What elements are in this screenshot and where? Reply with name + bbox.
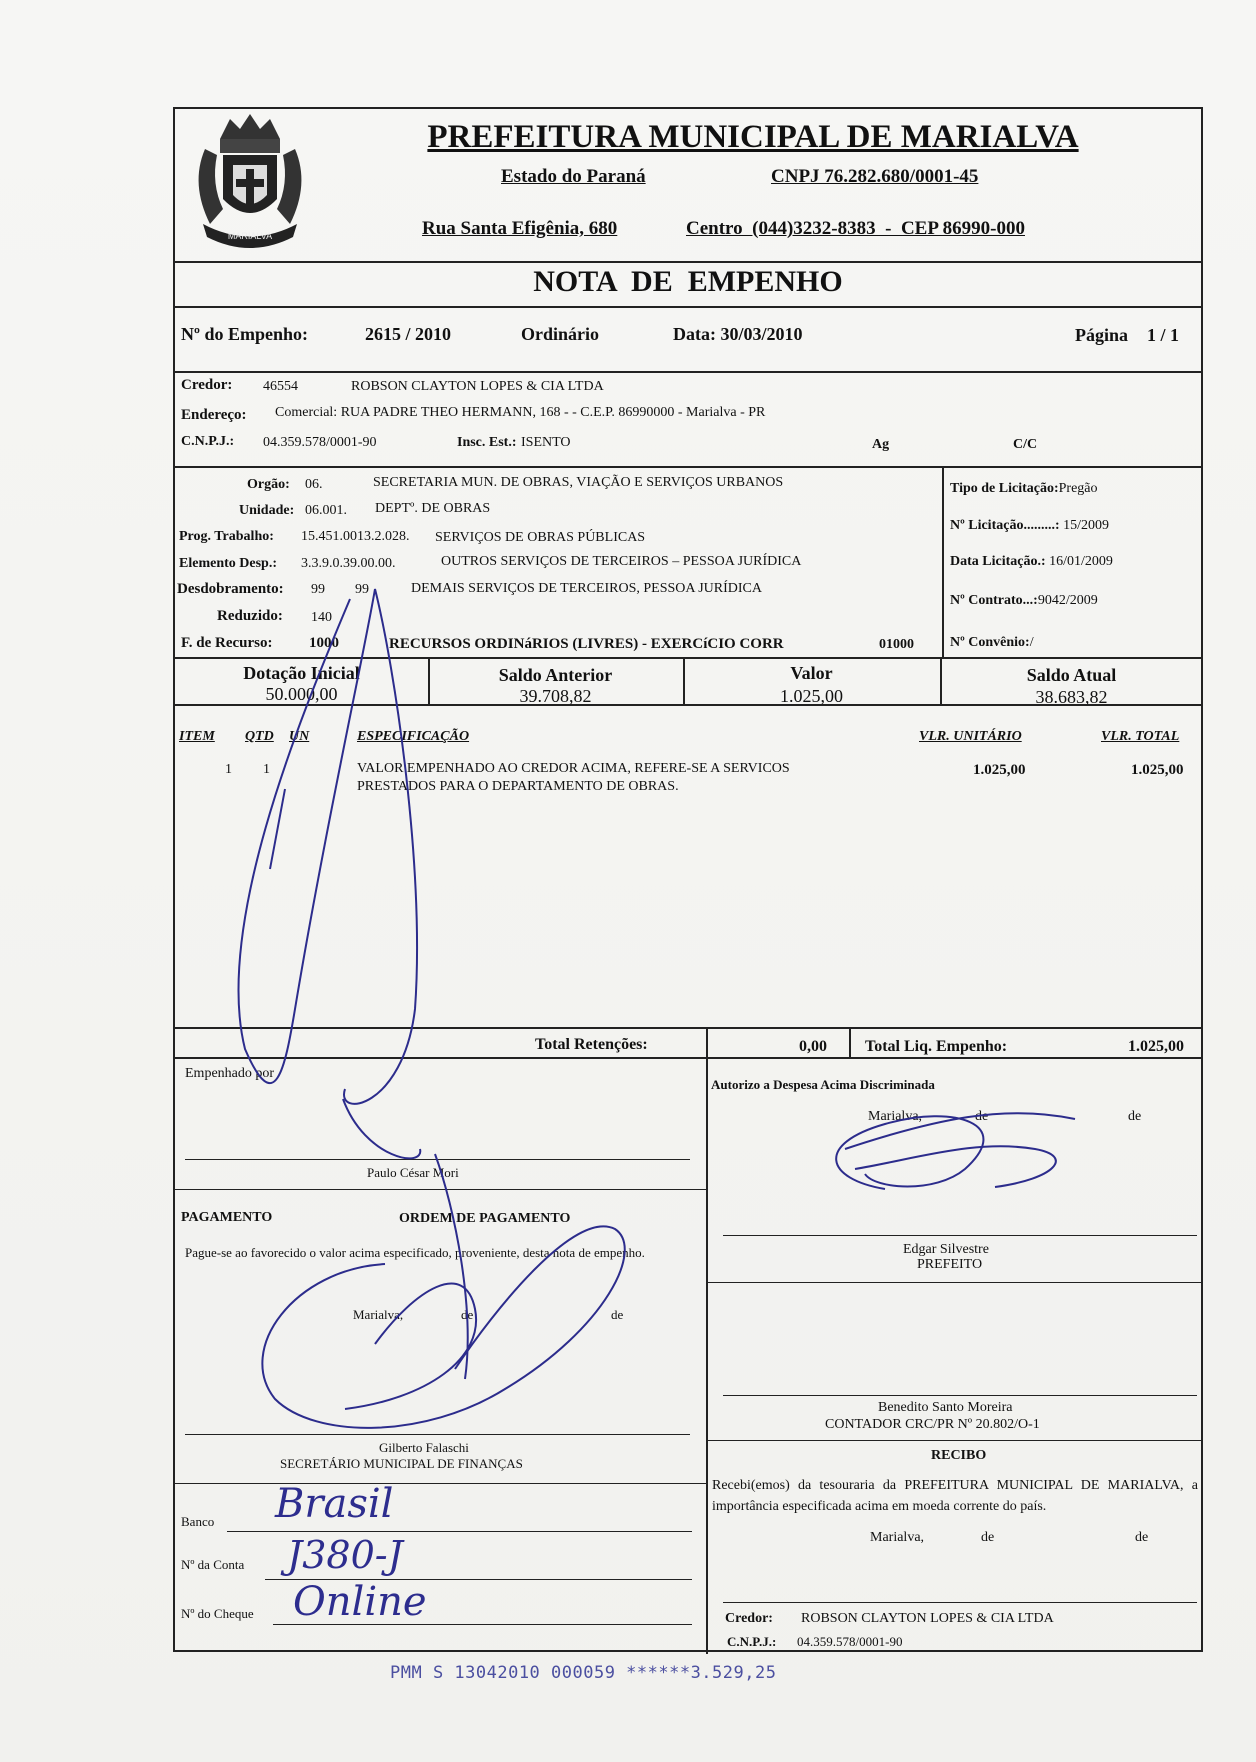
elem-code: 3.3.9.0.39.00.00. [301, 556, 396, 571]
col-especificacao: ESPECIFICAÇÃO [357, 729, 470, 744]
contador-role: CONTADOR CRC/PR Nº 20.802/O-1 [825, 1417, 1040, 1432]
unidade-name: DEPTº. DE OBRAS [375, 501, 491, 516]
saldo-anterior-label: Saldo Anterior [498, 665, 613, 685]
header-cnpj: CNPJ 76.282.680/0001-45 [771, 166, 979, 187]
valor-label: Valor [790, 663, 833, 683]
licitacao-num-label: Nº Licitação.........: [950, 518, 1060, 533]
empenho-label: Nº do Empenho: [181, 324, 308, 344]
col-vlr-unitario: VLR. UNITÁRIO [919, 729, 1022, 744]
prog-name: SERVIÇOS DE OBRAS PÚBLICAS [435, 530, 646, 545]
page-number: 1 / 1 [1147, 325, 1180, 345]
credor-label: Credor: [181, 377, 233, 393]
recibo-credor-label: Credor: [725, 1611, 773, 1626]
autorizo-city: Marialva, [868, 1109, 923, 1124]
item-desc-line1: VALOR EMPENHADO AO CREDOR ACIMA, REFERE-SE A SERVICOS [357, 761, 790, 776]
unidade-code: 06.001. [305, 503, 347, 518]
convenio-value: / [1029, 635, 1034, 650]
total-retencoes-label: Total Retenções: [535, 1036, 648, 1053]
saldo-atual-label: Saldo Atual [1026, 665, 1117, 685]
secretario-role: SECRETÁRIO MUNICIPAL DE FINANÇAS [280, 1456, 523, 1471]
saldo-anterior-value: 39.708,82 [519, 686, 592, 706]
conta-label: Nº da Conta [181, 1557, 245, 1572]
empenhado-signature-scribble [238, 589, 420, 1158]
pagamento-label: PAGAMENTO [181, 1210, 273, 1225]
licitacao-data-value: 16/01/2009 [1049, 554, 1113, 569]
item-unit-value: 1.025,00 [973, 762, 1026, 778]
pagamento-de-2: de [611, 1307, 624, 1322]
autorizo-de-1: de [975, 1109, 989, 1124]
header-title: PREFEITURA MUNICIPAL DE MARIALVA [427, 119, 1079, 155]
header-state: Estado do Paraná [501, 166, 646, 187]
banco-label: Banco [181, 1514, 215, 1529]
item-qtd: 1 [263, 762, 270, 777]
header-contact: Centro (044)3232-8383 - CEP 86990-000 [686, 218, 1025, 239]
total-liquido-value: 1.025,00 [1128, 1038, 1184, 1055]
item-desc-line2: PRESTADOS PARA O DEPARTAMENTO DE OBRAS. [357, 779, 679, 794]
recurso-extra: 01000 [879, 637, 914, 652]
contrato-label: Nº Contrato...: [950, 593, 1038, 608]
empenho-type: Ordinário [521, 324, 600, 344]
convenio-label: Nº Convênio: [950, 635, 1030, 650]
tipo-licitacao-value: Pregão [1058, 481, 1098, 496]
orgao-code: 06. [305, 477, 323, 492]
recibo-title: RECIBO [931, 1448, 987, 1463]
autorizo-de-2: de [1128, 1109, 1142, 1124]
recibo-cnpj-label: C.N.P.J.: [727, 1634, 777, 1649]
col-qtd: QTD [245, 729, 274, 744]
elem-name: OUTROS SERVIÇOS DE TERCEIROS – PESSOA JURÍDICA [441, 554, 802, 569]
recibo-credor-name: ROBSON CLAYTON LOPES & CIA LTDA [801, 1611, 1054, 1626]
document-title: NOTA DE EMPENHO [533, 265, 843, 298]
recurso-label: F. de Recurso: [181, 635, 273, 651]
total-liquido-label: Total Liq. Empenho: [865, 1038, 1008, 1055]
total-retencoes-value: 0,00 [799, 1038, 827, 1055]
cc-label: C/C [1013, 437, 1038, 452]
empenho-number: 2615 / 2010 [365, 324, 452, 344]
header-address: Rua Santa Efigênia, 680 [422, 218, 618, 239]
reduzido-label: Reduzido: [217, 608, 283, 624]
credor-code: 46554 [263, 379, 298, 394]
col-item: ITEM [179, 729, 215, 744]
credor-address: Comercial: RUA PADRE THEO HERMANN, 168 - - C.E.P. 86990000 - Marialva - PR [275, 405, 766, 420]
cashier-stamp: PMM S 13042010 000059 ******3.529,25 [390, 1663, 777, 1683]
prefeito-name: Edgar Silvestre [903, 1242, 989, 1257]
orgao-label: Orgão: [247, 477, 290, 492]
contrato-value: 9042/2009 [1037, 593, 1098, 608]
desdobramento-code-2: 99 [355, 582, 369, 597]
pagamento-text: Pague-se ao favorecido o valor acima especificado, proveniente, desta nota de empenho. [185, 1245, 645, 1260]
prog-label: Prog. Trabalho: [179, 529, 274, 544]
credor-name: ROBSON CLAYTON LOPES & CIA LTDA [351, 379, 604, 394]
credor-cnpj: 04.359.578/0001-90 [263, 435, 377, 450]
svg-text:MARIALVA: MARIALVA [227, 231, 273, 241]
recibo-cnpj-value: 04.359.578/0001-90 [797, 1634, 903, 1649]
cnpj-label: C.N.P.J.: [181, 434, 235, 449]
contador-name: Benedito Santo Moreira [878, 1400, 1013, 1415]
insc-label: Insc. Est.: [457, 435, 517, 450]
secretario-name: Gilberto Falaschi [379, 1440, 469, 1455]
page-label: Página [1075, 325, 1129, 345]
conta-handwritten: J380-J [287, 1533, 403, 1577]
item-total-value: 1.025,00 [1131, 762, 1184, 778]
cheque-label: Nº do Cheque [181, 1606, 254, 1621]
elem-label: Elemento Desp.: [179, 556, 277, 571]
saldo-atual-value: 38.683,82 [1035, 687, 1108, 707]
dotacao-value: 50.000,00 [265, 684, 338, 704]
prog-code: 15.451.0013.2.028. [301, 529, 410, 544]
desdobramento-code-1: 99 [311, 582, 325, 597]
insc-value: ISENTO [521, 435, 571, 450]
unidade-label: Unidade: [239, 503, 295, 518]
recurso-code: 1000 [309, 635, 339, 651]
endereco-label: Endereço: [181, 407, 247, 423]
dotacao-label: Dotação Inicial [243, 663, 360, 683]
empenhado-name: Paulo César Mori [367, 1165, 459, 1180]
pagamento-city: Marialva, [353, 1307, 404, 1322]
desdobramento-name: DEMAIS SERVIÇOS DE TERCEIROS, PESSOA JURÍDICA [411, 581, 763, 596]
ordem-pagamento-label: ORDEM DE PAGAMENTO [399, 1211, 571, 1226]
recibo-de-2: de [1135, 1530, 1149, 1545]
recibo-city: Marialva, [870, 1530, 925, 1545]
col-un: UN [289, 729, 310, 744]
ag-label: Ag [872, 437, 890, 452]
autorizo-label: Autorizo a Despesa Acima Discriminada [711, 1077, 935, 1092]
secretario-signature-scribble [262, 1154, 624, 1428]
reduzido-value: 140 [311, 610, 332, 625]
licitacao-num-value: 15/2009 [1063, 518, 1109, 533]
recibo-text: Recebi(emos) da tesouraria da PREFEITURA MUNICIPAL DE MARIALVA, a importância especificada acima em moeda corrente do país. [712, 1478, 1198, 1514]
cheque-handwritten: Online [293, 1579, 427, 1625]
empenhado-label: Empenhado por [185, 1066, 275, 1081]
desdobramento-label: Desdobramento: [177, 581, 284, 597]
orgao-name: SECRETARIA MUN. DE OBRAS, VIAÇÃO E SERVIÇOS URBANOS [373, 475, 784, 490]
recibo-de-1: de [981, 1530, 995, 1545]
col-vlr-total: VLR. TOTAL [1101, 729, 1180, 744]
valor-value: 1.025,00 [780, 686, 843, 706]
prefeito-role: PREFEITO [917, 1257, 983, 1272]
signatures-overlay [175, 109, 1205, 1654]
item-number: 1 [225, 762, 232, 777]
banco-handwritten: Brasil [275, 1481, 394, 1527]
prefeito-signature-scribble [836, 1113, 1075, 1189]
empenho-date: Data: 30/03/2010 [673, 324, 803, 344]
licitacao-data-label: Data Licitação.: [950, 554, 1046, 569]
tipo-licitacao-label: Tipo de Licitação: [950, 481, 1059, 496]
nota-de-empenho-form [173, 107, 1203, 1652]
pagamento-de-1: de [461, 1307, 474, 1322]
recurso-name: RECURSOS ORDINáRIOS (LIVRES) - EXERCíCIO CORR [389, 636, 784, 652]
